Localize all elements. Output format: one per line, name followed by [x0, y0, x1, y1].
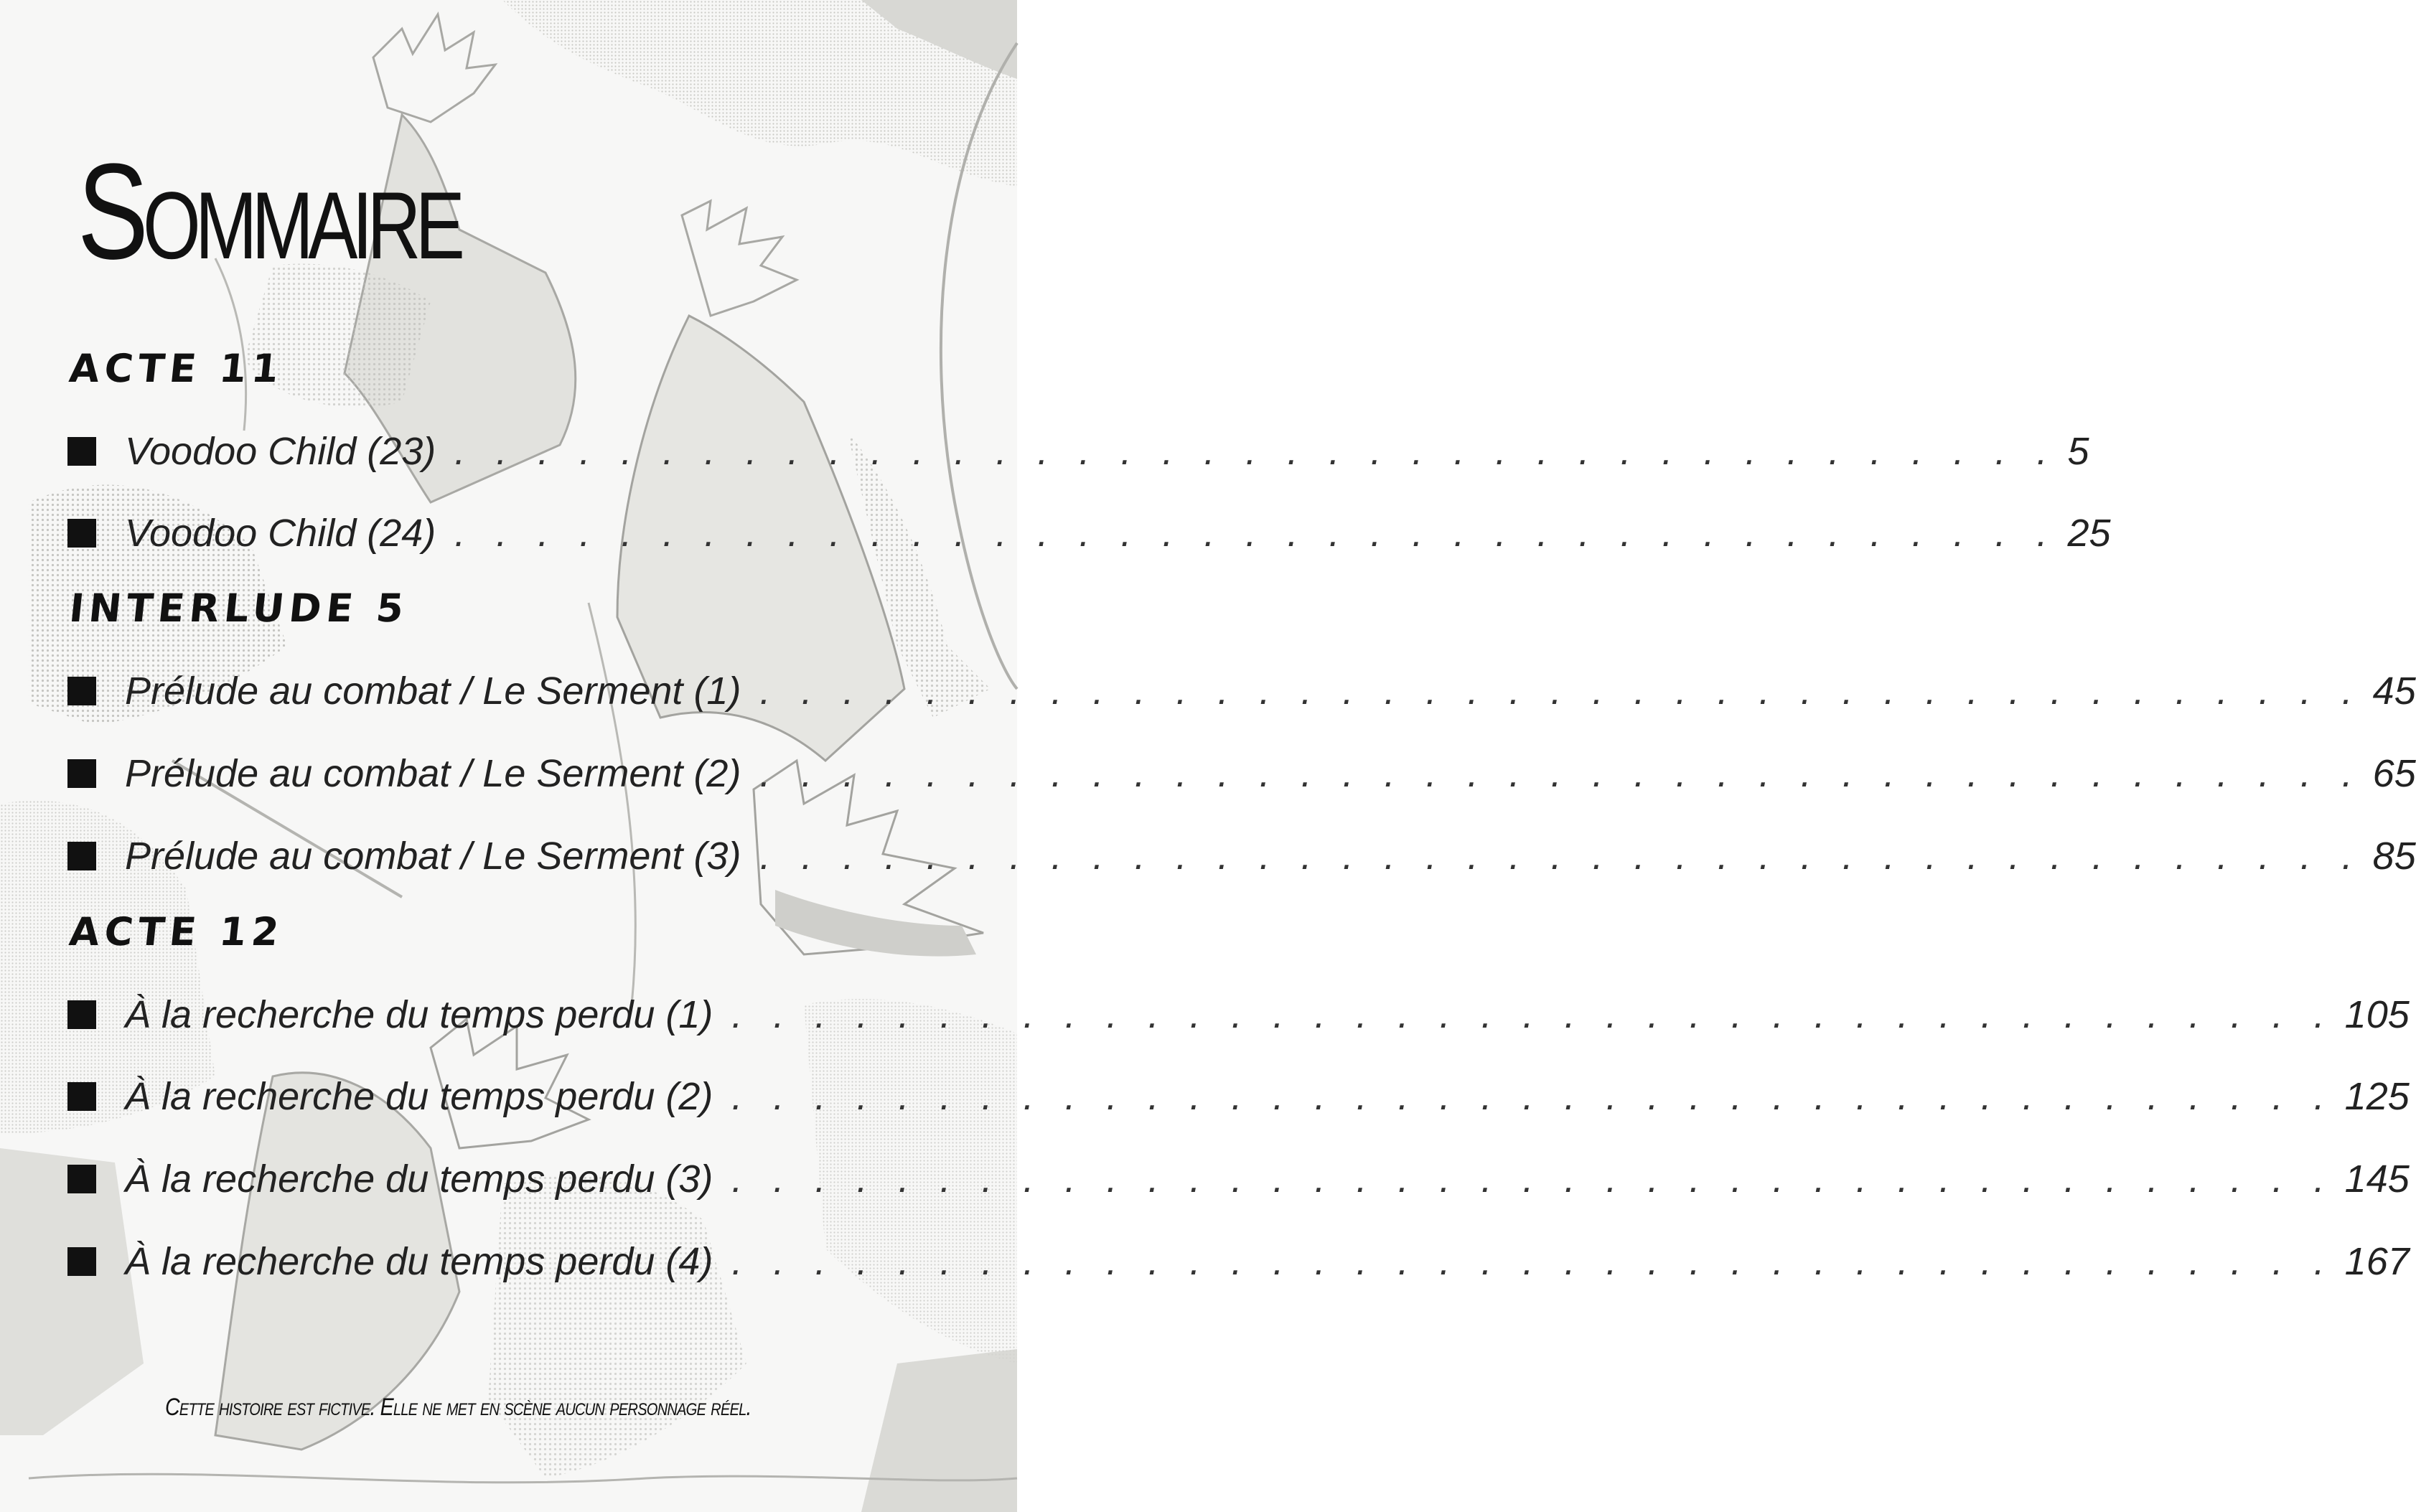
section-heading-interlude-5: INTERLUDE 5 [67, 586, 411, 631]
entry-title: Prélude au combat / Le Serment (3) [125, 835, 741, 878]
black-square-icon [67, 677, 96, 705]
dot-leader: . . . . . . . . . . . . . . . . . . . . . . . . . . . . . . . . . . . . . . . [759, 670, 2363, 713]
black-square-icon [67, 519, 96, 548]
toc-entry [67, 832, 2416, 880]
toc-entry [67, 667, 2416, 715]
toc-entry [67, 1073, 2410, 1120]
entry-title: Prélude au combat / Le Serment (1) [125, 670, 741, 713]
entry-page-number: 5 [2067, 430, 2089, 473]
dot-leader: . . . . . . . . . . . . . . . . . . . . . . . . . . . . . . . . . . . . . . . [759, 752, 2363, 795]
entry-page-number: 65 [2372, 752, 2416, 795]
entry-title: Voodoo Child (24) [125, 512, 436, 555]
black-square-icon [67, 842, 96, 870]
black-square-icon [67, 1247, 96, 1276]
fiction-disclaimer: Cette histoire est fictive. Elle ne met en scène aucun personnage réel. [165, 1394, 752, 1421]
entry-title: Prélude au combat / Le Serment (2) [125, 752, 741, 795]
dot-leader: . . . . . . . . . . . . . . . . . . . . . . . . . . . . . . . . . . . . . . . [759, 835, 2363, 878]
entry-title: À la recherche du temps perdu (3) [125, 1158, 713, 1201]
black-square-icon [67, 437, 96, 466]
entry-page-number: 45 [2372, 670, 2416, 713]
entry-page-number: 145 [2344, 1158, 2410, 1201]
dot-leader: . . . . . . . . . . . . . . . . . . . . . . . . . . . . . . . . . . . . . . . [454, 430, 2058, 473]
toc-entry [67, 750, 2416, 797]
entry-title: Voodoo Child (23) [125, 430, 436, 473]
black-square-icon [67, 1000, 96, 1029]
entry-title: À la recherche du temps perdu (1) [125, 993, 713, 1036]
toc-entry [67, 991, 2410, 1038]
entry-page-number: 105 [2344, 993, 2410, 1036]
section-heading-acte-12: ACTE 12 [67, 909, 286, 954]
dot-leader: . . . . . . . . . . . . . . . . . . . . . . . . . . . . . . . . . . . . . . . [731, 993, 2335, 1036]
toc-entry [67, 1155, 2410, 1203]
toc-entry [67, 1238, 2410, 1285]
dot-leader: . . . . . . . . . . . . . . . . . . . . . . . . . . . . . . . . . . . . . . . [731, 1075, 2335, 1118]
dot-leader: . . . . . . . . . . . . . . . . . . . . . . . . . . . . . . . . . . . . . . . [731, 1158, 2335, 1201]
entry-title: À la recherche du temps perdu (2) [125, 1075, 713, 1118]
toc-entry [67, 510, 2111, 557]
dot-leader: . . . . . . . . . . . . . . . . . . . . . . . . . . . . . . . . . . . . . . . [454, 512, 2058, 555]
entry-title: À la recherche du temps perdu (4) [125, 1240, 713, 1283]
toc-entry [67, 428, 2089, 475]
dot-leader: . . . . . . . . . . . . . . . . . . . . . . . . . . . . . . . . . . . . . . . [731, 1240, 2335, 1283]
entry-page-number: 85 [2372, 835, 2416, 878]
black-square-icon [67, 759, 96, 788]
entry-page-number: 25 [2067, 512, 2111, 555]
black-square-icon [67, 1082, 96, 1111]
section-heading-acte-11: ACTE 11 [67, 346, 286, 391]
page-title: Sommaire [78, 136, 460, 288]
entry-page-number: 167 [2344, 1240, 2410, 1283]
black-square-icon [67, 1165, 96, 1193]
entry-page-number: 125 [2344, 1075, 2410, 1118]
